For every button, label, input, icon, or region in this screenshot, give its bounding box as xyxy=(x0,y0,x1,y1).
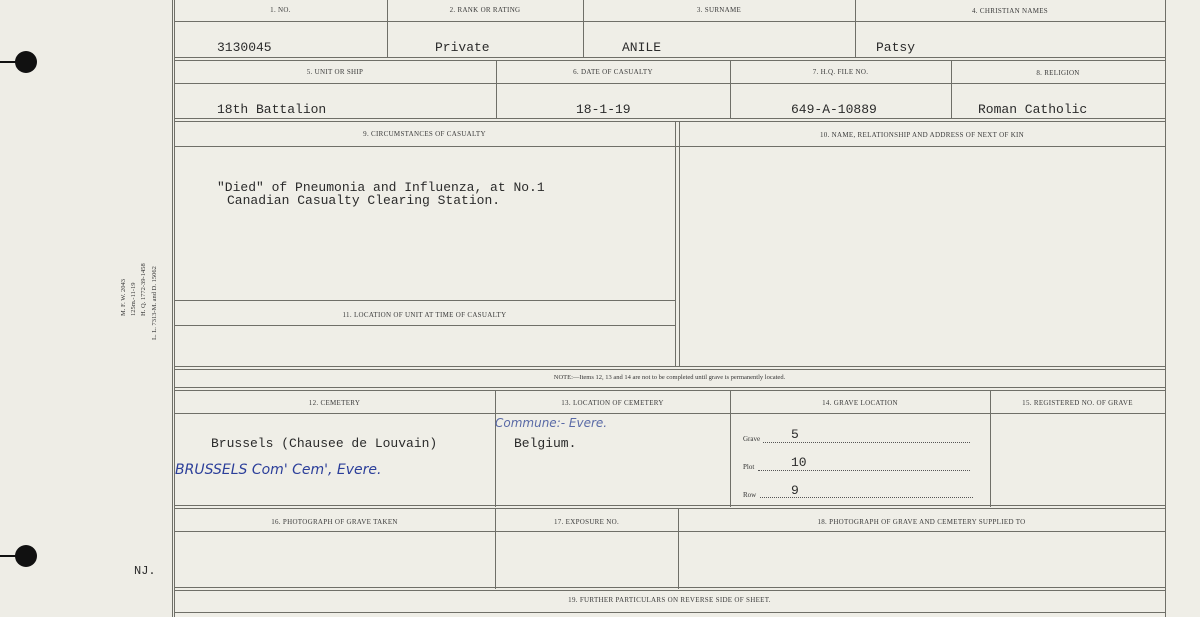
label-plot: Plot xyxy=(743,463,755,471)
label-photo-supplied: 18. PHOTOGRAPH OF GRAVE AND CEMETERY SUPPLIED TO xyxy=(817,518,1026,526)
label-date: 6. DATE OF CASUALTY xyxy=(573,68,653,76)
frame-left-a xyxy=(172,0,173,617)
value-no: 3130045 xyxy=(217,40,272,55)
value-christian: Patsy xyxy=(876,40,916,55)
note-text: NOTE:—Items 12, 13 and 14 are not to be completed until grave is permanently located. xyxy=(553,374,786,381)
value-circumstances-line1: "Died" of Pneumonia and Influenza, at No.1 xyxy=(217,180,545,195)
rule-r2-header xyxy=(174,83,1165,84)
rule-note-top xyxy=(174,366,1165,370)
rule-r2-bottom xyxy=(174,118,1165,122)
rule-r3-mid-b xyxy=(679,121,680,367)
label-location-cemetery: 13. LOCATION OF CEMETERY xyxy=(561,399,664,407)
rule-r12-header xyxy=(174,413,1165,414)
value-grave: 5 xyxy=(791,427,799,442)
rule-r1-header xyxy=(174,21,1165,22)
rule-r16-header xyxy=(174,531,1165,532)
value-date: 18-1-19 xyxy=(576,102,631,117)
rule-r11-header xyxy=(174,325,675,326)
plot-dotline xyxy=(758,470,970,471)
label-unit: 5. UNIT OR SHIP xyxy=(306,68,364,76)
rule-r3-mid-a xyxy=(675,121,676,367)
rule-r12-c1 xyxy=(495,391,496,507)
label-further-particulars: 19. FURTHER PARTICULARS ON REVERSE SIDE OF SHEET. xyxy=(568,596,771,604)
rule-r12-c2 xyxy=(730,391,731,507)
grave-dotline xyxy=(763,442,970,443)
value-rank: Private xyxy=(435,40,490,55)
value-circumstances-line2: Canadian Casualty Clearing Station. xyxy=(227,193,501,208)
rule-r16-bottom xyxy=(174,587,1165,591)
label-hq: 7. H.Q. FILE NO. xyxy=(812,68,869,76)
rule-r3-header xyxy=(174,146,1165,147)
form-code-1: M. F. W. 2043 xyxy=(120,278,127,316)
label-row: Row xyxy=(743,491,757,499)
label-registered: 15. REGISTERED NO. OF GRAVE xyxy=(1022,399,1133,407)
handwritten-commune: Commune:- Evere. xyxy=(495,416,608,430)
punch-hole-top-tail xyxy=(0,61,18,63)
label-location-unit: 11. LOCATION OF UNIT AT TIME OF CASUALTY xyxy=(342,311,507,319)
label-circumstances: 9. CIRCUMSTANCES OF CASUALTY xyxy=(363,130,486,138)
label-grave: Grave xyxy=(743,435,761,443)
form-code-3: H. Q. 1772-39-1458 xyxy=(140,263,147,316)
label-no: 1. NO. xyxy=(270,6,291,14)
value-hq: 649-A-10889 xyxy=(791,102,877,117)
value-religion: Roman Catholic xyxy=(978,102,1088,117)
value-location-cemetery: Belgium. xyxy=(514,436,577,451)
rule-footer xyxy=(174,612,1165,613)
clerk-initials: NJ. xyxy=(134,564,156,578)
label-rank: 2. RANK OR RATING xyxy=(449,6,521,14)
label-photo-taken: 16. PHOTOGRAPH OF GRAVE TAKEN xyxy=(271,518,398,526)
label-surname: 3. SURNAME xyxy=(696,6,742,14)
rule-note-bottom xyxy=(174,387,1165,391)
label-grave-location: 14. GRAVE LOCATION xyxy=(822,399,898,407)
handwritten-cemetery: BRUSSELS Com' Cem', Evere. xyxy=(175,462,382,478)
rule-r1-bottom xyxy=(174,57,1165,61)
label-cemetery: 12. CEMETERY xyxy=(308,399,361,407)
punch-hole-bottom-tail xyxy=(0,555,18,557)
label-religion: 8. RELIGION xyxy=(1036,69,1080,77)
rule-r12-bottom xyxy=(174,505,1165,509)
form-code-4: L. L. 7313-M. and D. 15062 xyxy=(151,266,158,340)
rule-r12-c3 xyxy=(990,391,991,507)
form-code-2: 125m.-11-19 xyxy=(130,282,137,316)
value-row: 9 xyxy=(791,483,799,498)
punch-hole-top xyxy=(15,51,37,73)
punch-hole-bottom xyxy=(15,545,37,567)
value-surname: ANILE xyxy=(622,40,662,55)
value-plot: 10 xyxy=(791,455,807,470)
value-unit: 18th Battalion xyxy=(217,102,327,117)
rule-r11-top xyxy=(174,300,675,301)
label-christian: 4. CHRISTIAN NAMES xyxy=(972,7,1048,15)
label-exposure: 17. EXPOSURE NO. xyxy=(553,518,620,526)
frame-right xyxy=(1165,0,1166,617)
label-next-of-kin: 10. NAME, RELATIONSHIP AND ADDRESS OF NEXT OF KIN xyxy=(819,131,1025,139)
value-cemetery: Brussels (Chausee de Louvain) xyxy=(211,436,438,451)
